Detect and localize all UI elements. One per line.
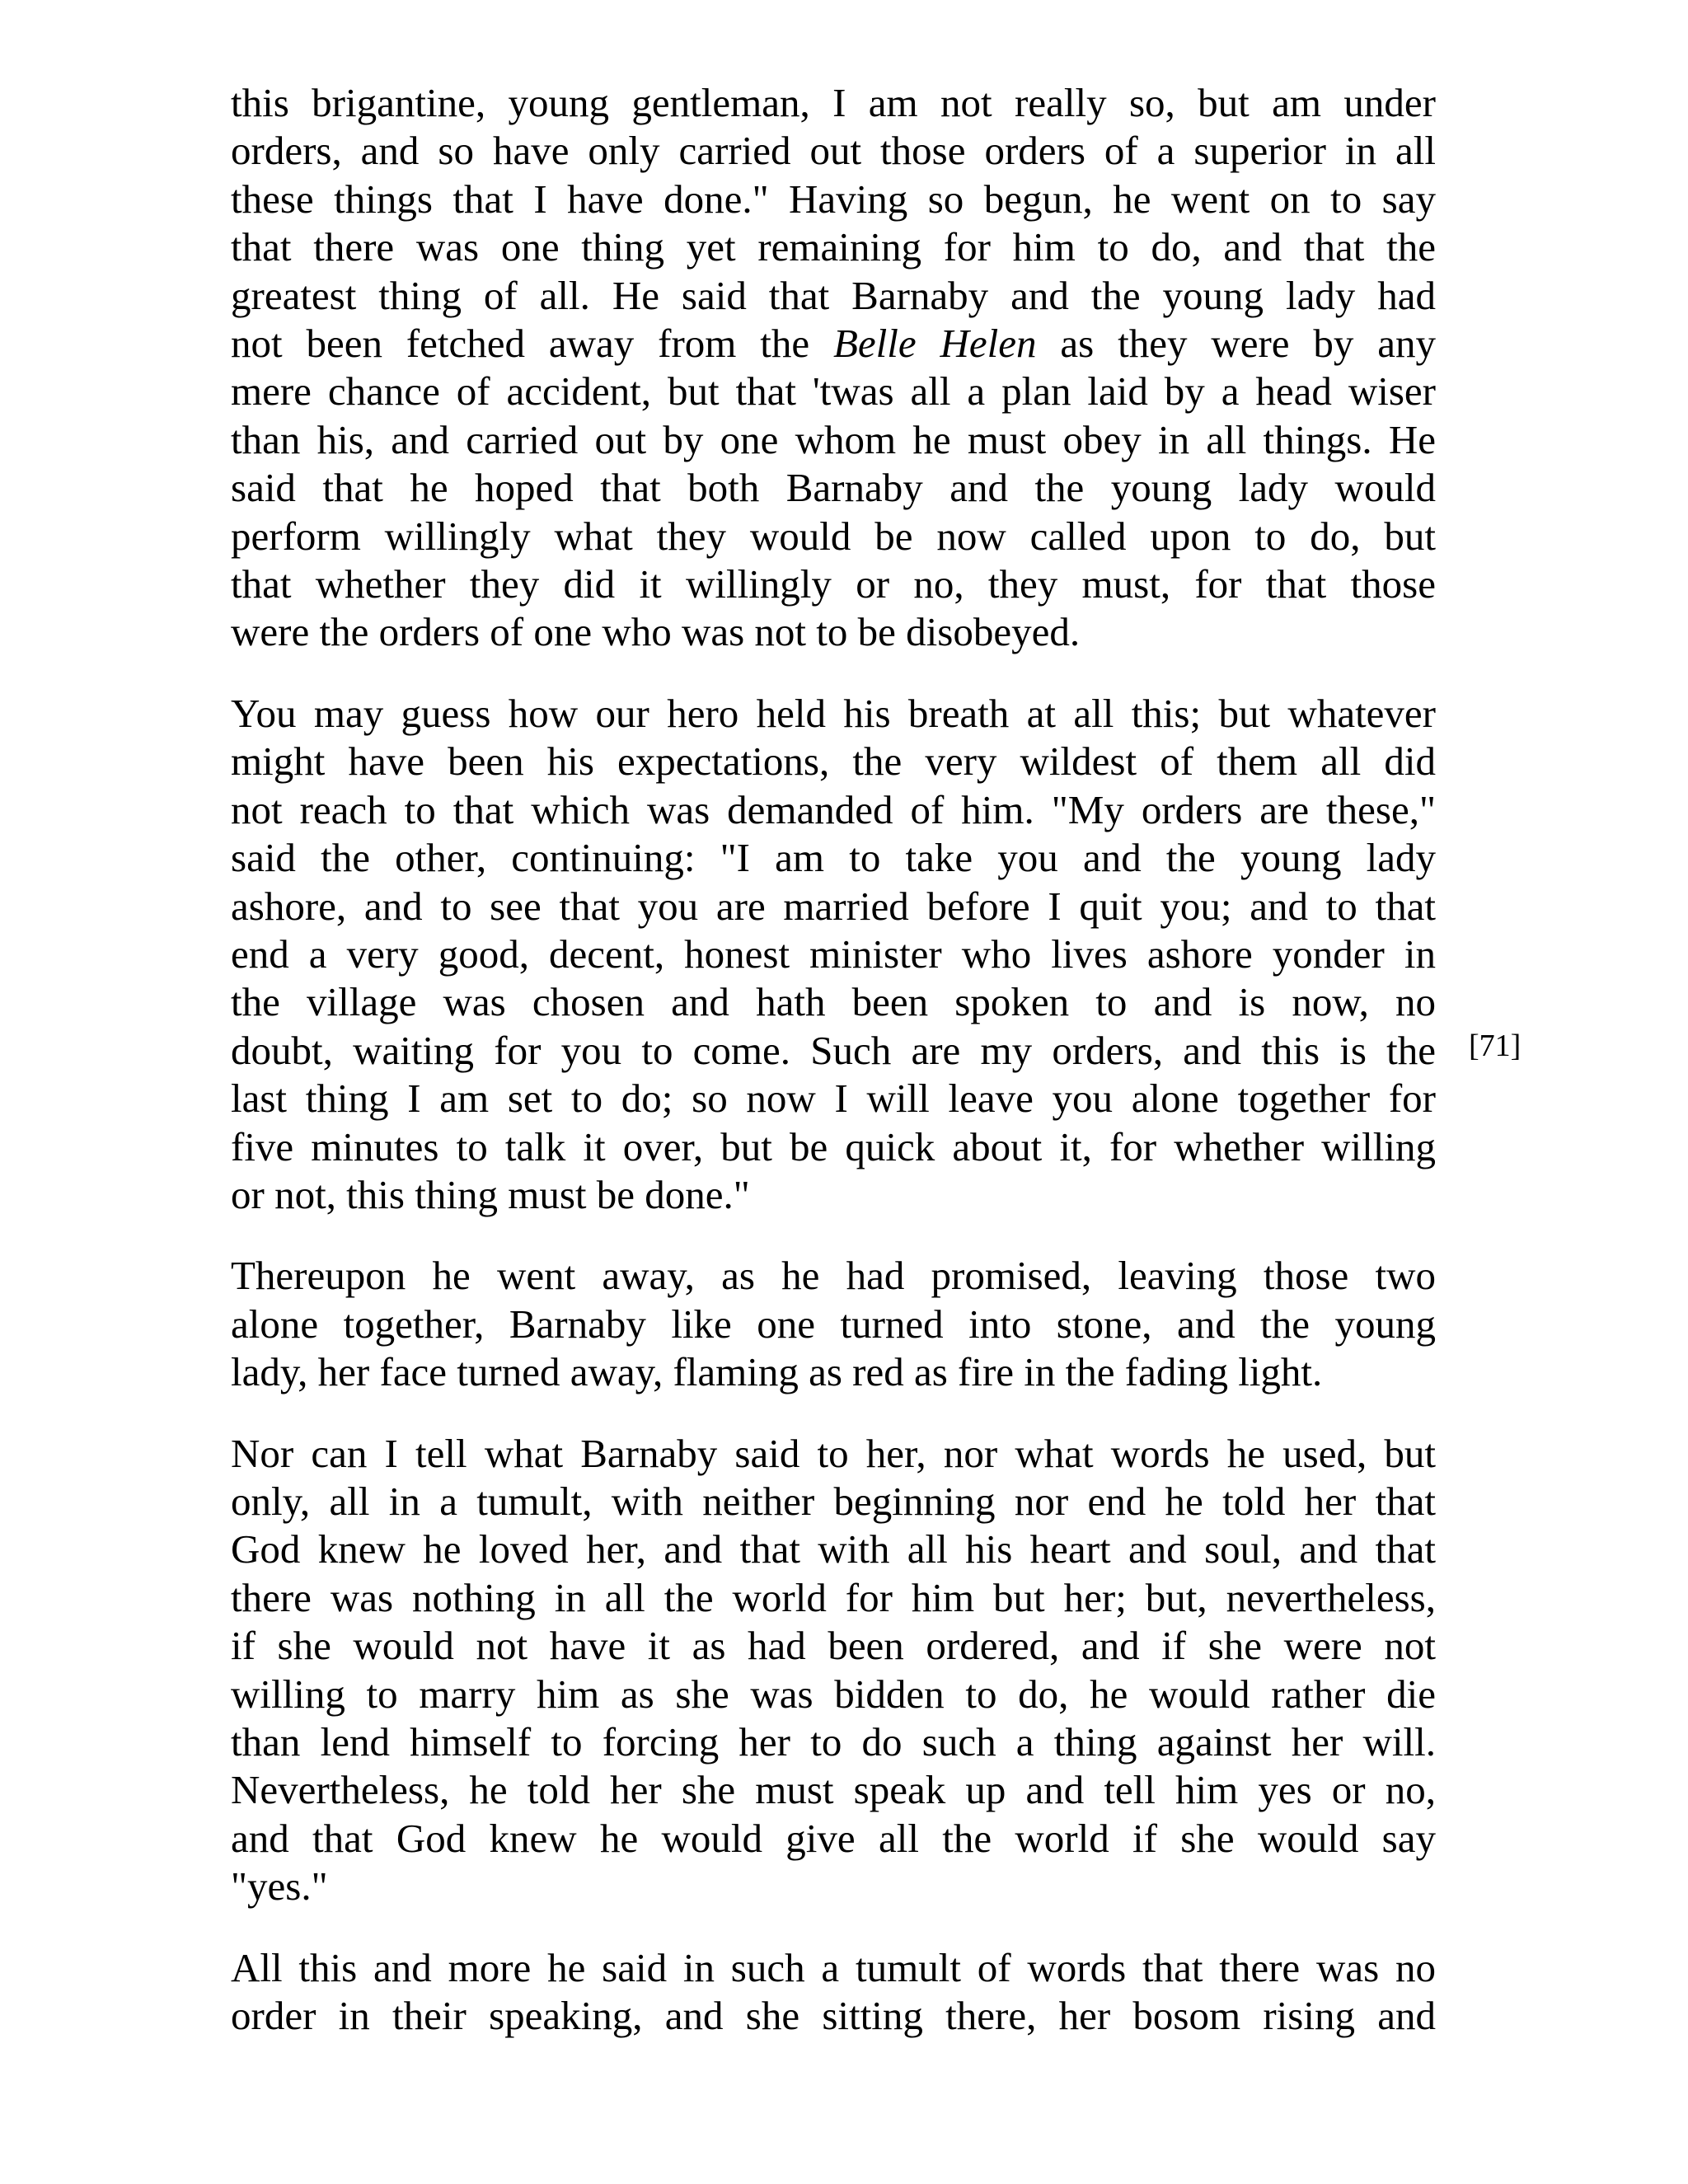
text-line: willing to marry him as she was bidden to do, he would rather die [231, 1671, 1436, 1717]
text-line: only, all in a tumult, with neither beginning nor end he told her that [231, 1478, 1436, 1524]
text-line: or not, this thing must be done." [231, 1171, 750, 1217]
text-line: alone together, Barnaby like one turned into stone, and the young [231, 1301, 1436, 1347]
text-line: than lend himself to forcing her to do such a thing against her will. [231, 1719, 1436, 1765]
text-line: than his, and carried out by one whom he must obey in all things. He [231, 416, 1436, 462]
text-line: order in their speaking, and she sitting there, her bosom rising and [231, 1993, 1436, 2039]
text-line: said the other, continuing: "I am to take you and the young lady [231, 835, 1436, 881]
text-line: this brigantine, young gentleman, I am not really so, but am under [231, 80, 1436, 125]
text-line: might have been his expectations, the very wildest of them all did [231, 738, 1436, 785]
page-number: [71] [1469, 1029, 1522, 1063]
text-line: were the orders of one who was not to be disobeyed. [231, 609, 1081, 655]
text-line: "yes." [231, 1863, 328, 1910]
text-run: as they were by any [1036, 321, 1436, 367]
text-line: orders, and so have only carried out those orders of a superior in all [231, 128, 1436, 174]
text-line: Thereupon he went away, as he had promised, leaving those two [231, 1253, 1436, 1299]
text-line: All this and more he said in such a tumult of words that there was no [231, 1944, 1436, 1990]
text-line: five minutes to talk it over, but be quick about it, for whether willing [231, 1123, 1436, 1169]
text-line: that whether they did it willingly or no, they must, for that those [231, 561, 1436, 607]
text-line: Nevertheless, he told her she must speak up and tell him yes or no, [231, 1767, 1436, 1813]
text-line: doubt, waiting for you to come. Such are my orders, and this is the [231, 1027, 1436, 1073]
text-line: You may guess how our hero held his breath at all this; but whatever [231, 690, 1436, 736]
text-line: mere chance of accident, but that 'twas all a plan laid by a head wiser [231, 368, 1436, 415]
text-line: there was nothing in all the world for him but her; but, nevertheless, [231, 1574, 1436, 1620]
text-line: Nor can I tell what Barnaby said to her, nor what words he used, but [231, 1430, 1436, 1476]
paragraph-3 [231, 1252, 1436, 1396]
ship-name: Belle Helen [833, 321, 1037, 367]
text-line-with-italic [231, 320, 1436, 368]
text-line: that there was one thing yet remaining for him to do, and that the [231, 224, 1436, 270]
text-line: end a very good, decent, honest minister who lives ashore yonder in [231, 930, 1436, 977]
paragraph-1 [231, 79, 1436, 657]
text-line: not reach to that which was demanded of him. "My orders are these," [231, 786, 1436, 832]
text-line: the village was chosen and hath been spoken to and is now, no [231, 979, 1436, 1025]
paragraph-2 [231, 690, 1436, 1219]
text-line: and that God knew he would give all the world if she would say [231, 1815, 1436, 1861]
text-line: last thing I am set to do; so now I will leave you alone together for [231, 1076, 1436, 1122]
text-line: said that he hoped that both Barnaby and the young lady would [231, 465, 1436, 511]
paragraph-5 [231, 1944, 1436, 2041]
paragraph-4 [231, 1430, 1436, 1911]
text-line: these things that I have done." Having so begun, he went on to say [231, 176, 1436, 222]
text-line: lady, her face turned away, flaming as red as fire in the fading light. [231, 1349, 1323, 1395]
text-line: if she would not have it as had been ordered, and if she were not [231, 1623, 1436, 1669]
text-line: ashore, and to see that you are married before I quit you; and to that [231, 883, 1436, 929]
text-line: greatest thing of all. He said that Barnaby and the young lady had [231, 272, 1436, 318]
text-run: not been fetched away from the [231, 321, 833, 367]
text-line: perform willingly what they would be now called upon to do, but [231, 513, 1436, 559]
book-page [231, 79, 1436, 2040]
text-line: God knew he loved her, and that with all his heart and soul, and that [231, 1526, 1436, 1572]
